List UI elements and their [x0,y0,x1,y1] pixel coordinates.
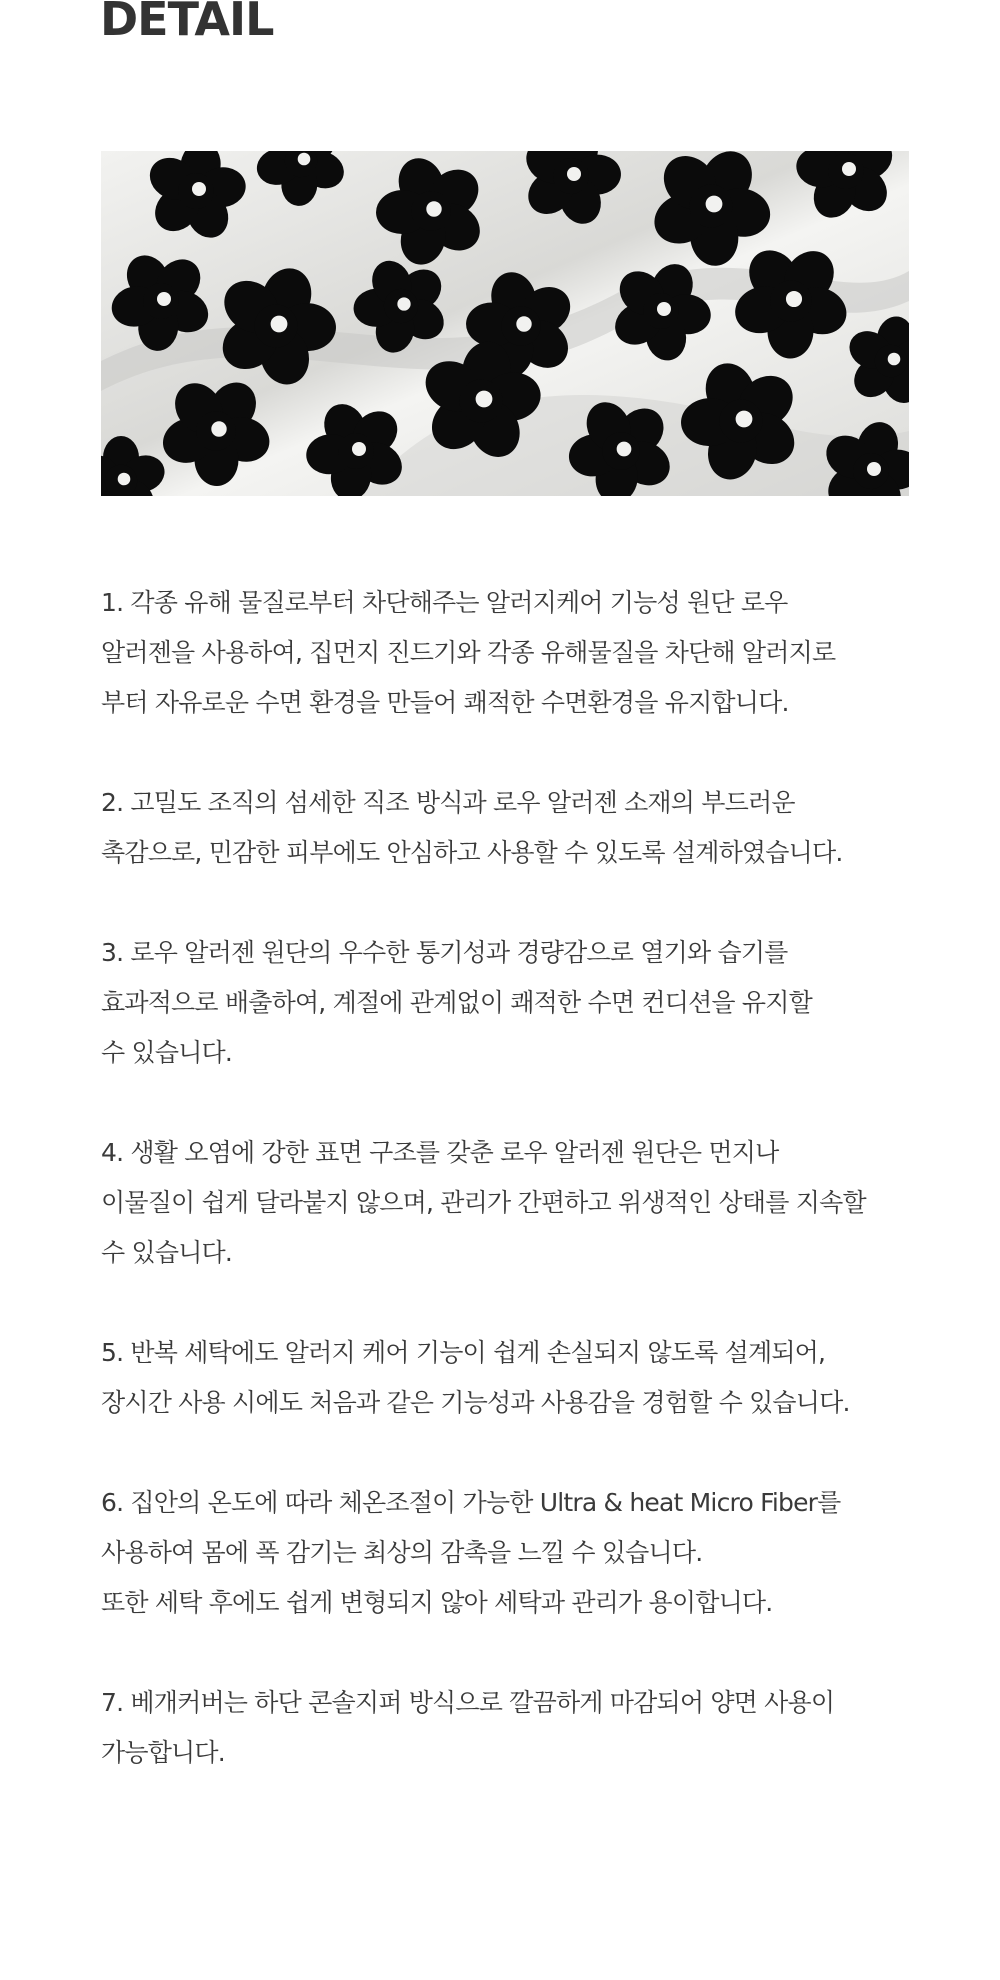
detail-description [101,578,911,1828]
flower-center [657,302,671,316]
flower-center [516,316,531,331]
detail-paragraph-1 [101,578,911,728]
flower-center [736,411,753,428]
paragraph-line: 또한 세탁 후에도 쉽게 변형되지 않아 세탁과 관리가 용이합니다. [101,1588,773,1617]
paragraph-line: 부터 자유로운 수면 환경을 만들어 쾌적한 수면환경을 유지합니다. [101,688,789,717]
flower-center [426,201,441,216]
page-title: DETAIL [100,0,274,46]
paragraph-line: 수 있습니다. [101,1038,233,1067]
flower-center [786,291,802,307]
flower-center [706,196,723,213]
flower-center [118,473,131,486]
paragraph-line: 사용하여 몸에 폭 감기는 최상의 감촉을 느낄 수 있습니다. [101,1538,703,1567]
paragraph-line: 6. 집안의 온도에 따라 체온조절이 가능한 Ultra & heat Micro Fiber를 [101,1488,841,1517]
paragraph-line: 4. 생활 오염에 강한 표면 구조를 갖춘 로우 알러젠 원단은 먼지나 [101,1138,779,1167]
flower-center [298,153,311,166]
paragraph-line: 3. 로우 알러젠 원단의 우수한 통기성과 경량감으로 열기와 습기를 [101,938,788,967]
flower-center [567,167,581,181]
flower-center [157,292,171,306]
flower-center [888,353,901,366]
paragraph-line: 2. 고밀도 조직의 섬세한 직조 방식과 로우 알러젠 소재의 부드러운 [101,788,795,817]
flower-center [476,391,493,408]
detail-paragraph-7 [101,1678,911,1778]
paragraph-line: 5. 반복 세탁에도 알러지 케어 기능이 쉽게 손실되지 않도록 설계되어, [101,1338,826,1367]
fabric-flower-print-photo [101,151,909,496]
flower-center [842,162,856,176]
detail-paragraph-6 [101,1478,911,1628]
flower-center [867,462,881,476]
paragraph-line: 장시간 사용 시에도 처음과 같은 기능성과 사용감을 경험할 수 있습니다. [101,1388,850,1417]
flower-center [211,421,226,436]
detail-paragraph-5 [101,1328,911,1428]
flower-center [352,442,366,456]
paragraph-line: 알러젠을 사용하여, 집먼지 진드기와 각종 유해물질을 차단해 알러지로 [101,638,836,667]
detail-paragraph-3 [101,928,911,1078]
fabric-flower-print-image [101,151,909,496]
paragraph-line: 촉감으로, 민감한 피부에도 안심하고 사용할 수 있도록 설계하였습니다. [101,838,843,867]
paragraph-line: 이물질이 쉽게 달라붙지 않으며, 관리가 간편하고 위생적인 상태를 지속할 [101,1188,866,1217]
paragraph-line: 수 있습니다. [101,1238,233,1267]
flower-center [192,182,206,196]
flower-center [617,442,632,457]
detail-paragraph-4 [101,1128,911,1278]
detail-paragraph-2 [101,778,911,878]
paragraph-line: 7. 베개커버는 하단 콘솔지퍼 방식으로 깔끔하게 마감되어 양면 사용이 [101,1688,835,1717]
flower-center [397,297,410,310]
paragraph-line: 1. 각종 유해 물질로부터 차단해주는 알러지케어 기능성 원단 로우 [101,588,788,617]
paragraph-line: 가능합니다. [101,1738,225,1767]
paragraph-line: 효과적으로 배출하여, 계절에 관계없이 쾌적한 수면 컨디션을 유지할 [101,988,812,1017]
flower-center [271,316,288,333]
